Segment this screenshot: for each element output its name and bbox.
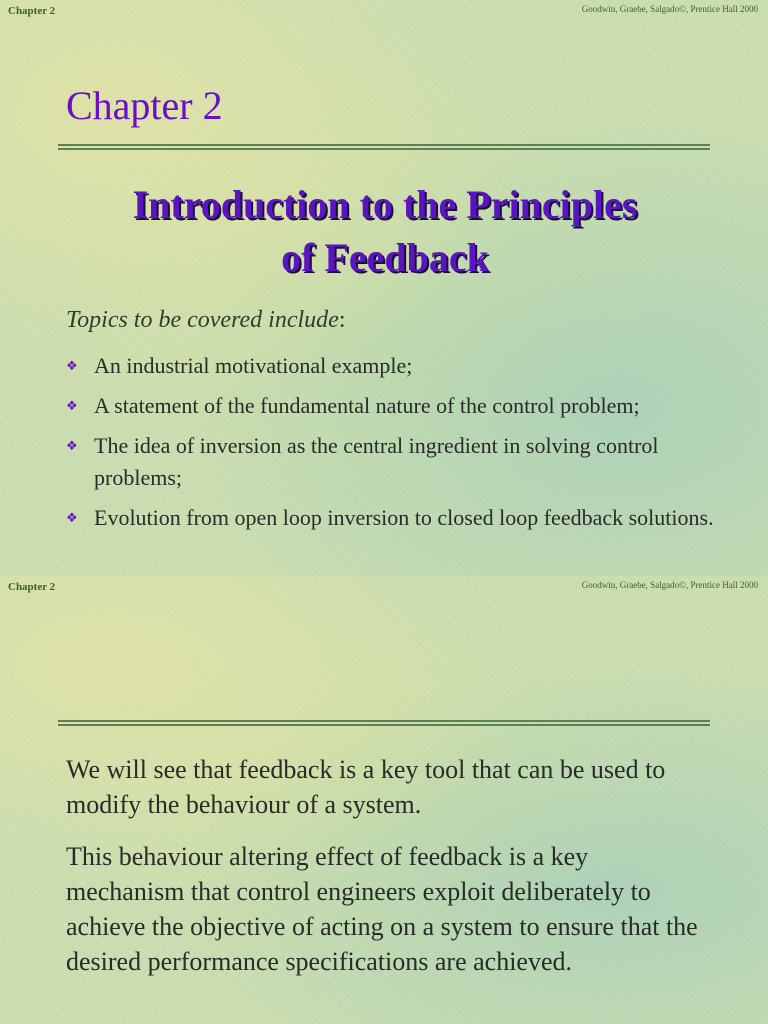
list-item-text: An industrial motivational example; [94,353,413,378]
header-chapter-label: Chapter 2 [8,5,56,17]
list-item-text: A statement of the fundamental nature of the control problem; [94,393,640,418]
topics-list [66,350,746,542]
diamond-bullet-icon: ❖ [66,398,78,413]
header-copyright: Goodwin, Graebe, Salgado©, Prentice Hall 2000 [581,580,758,590]
topics-intro-text: Topics to be covered include [66,307,339,333]
list-item-text: Evolution from open loop inversion to closed loop feedback solutions. [94,505,714,530]
list-item [66,430,746,494]
paragraph-behaviour-altering: This behaviour altering effect of feedback is a key mechanism that control engineers exploit deliberately to achieve the objective of acting on a system to ensure that the desired performance specifications are achieved. [66,842,698,976]
header-copyright: Goodwin, Graebe, Salgado©, Prentice Hall 2000 [581,4,758,14]
diamond-bullet-icon: ❖ [66,358,78,373]
diamond-bullet-icon: ❖ [66,438,78,453]
list-item [66,390,746,422]
paragraph-feedback-tool: We will see that feedback is a key tool that can be used to modify the behaviour of a system. [66,755,666,819]
slide-2 [0,576,768,1024]
topics-intro-colon: : [338,307,346,333]
title-divider [58,720,710,726]
topics-intro [66,307,346,334]
list-item [66,350,746,382]
header-chapter-label: Chapter 2 [8,581,56,593]
title-divider [58,144,710,150]
diamond-bullet-icon: ❖ [66,510,78,525]
main-title-line-2: of Feedback [281,235,489,280]
list-item-text: The idea of inversion as the central ingredient in solving control problems; [94,433,659,490]
list-item [66,502,746,534]
main-title-line-1: Introduction to the Principles [132,182,638,227]
slide-main-title [60,178,710,284]
chapter-title: Chapter 2 [66,83,223,128]
